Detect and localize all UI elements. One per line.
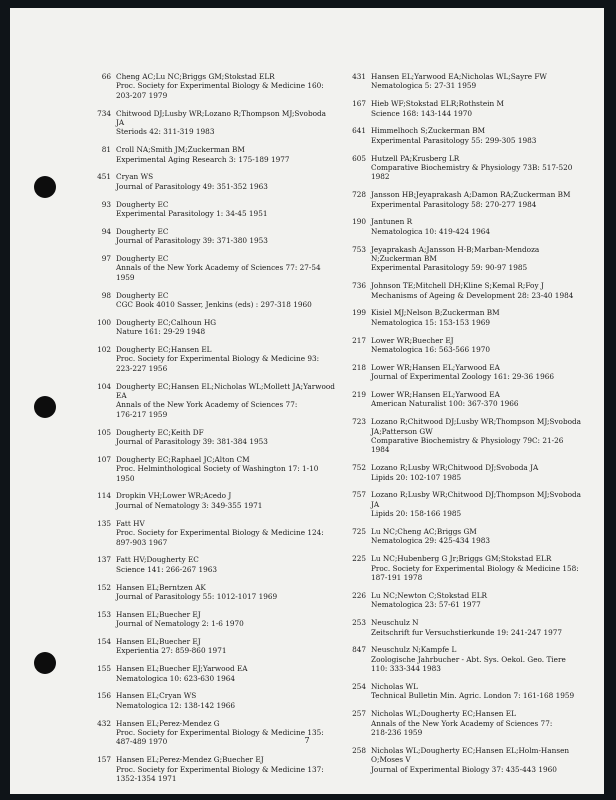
- reference-authors: Lu NC;Hubenberg G Jr;Briggs GM;Stokstad ELR: [371, 554, 552, 564]
- reference-entry: [86, 555, 340, 574]
- reference-citation-line: Experimental Parasitology 58: 270-277 1984: [371, 199, 537, 209]
- reference-number: 219: [352, 390, 366, 400]
- reference-citation-line: Nematologica 10: 623-630 1964: [116, 673, 236, 683]
- reference-citation-line: Nematologica 23: 57-61 1977: [371, 600, 481, 610]
- reference-number: 757: [352, 490, 366, 500]
- reference-entry: [86, 345, 340, 373]
- reference-entry: [86, 172, 340, 191]
- reference-citation-line: Journal of Experimental Zoology 161: 29-36 1966: [371, 372, 555, 382]
- reference-number: 847: [352, 645, 366, 655]
- reference-citation-line: Mechanisms of Ageing & Development 28: 23-40 1984: [371, 290, 574, 300]
- reference-authors: Himmelhoch S;Zuckerman BM: [371, 126, 486, 136]
- reference-citation-line: Zoologische Jahrbucher - Abt. Sys. Oekol. Geo. Tiere: [371, 654, 566, 664]
- reference-authors: Johnson TE;Mitchell DH;Kline S;Kemal R;Foy J: [371, 281, 544, 291]
- reference-citation-line: Experimental Aging Research 3: 175-189 1977: [116, 154, 290, 164]
- reference-entry: [86, 145, 340, 164]
- reference-number: 102: [97, 345, 111, 355]
- reference-entry: [86, 72, 340, 100]
- reference-entry: [86, 254, 340, 282]
- reference-citation-line: Journal of Nematology 2: 1-6 1970: [116, 619, 244, 629]
- reference-citation-line: American Naturalist 100: 367-370 1966: [371, 399, 519, 409]
- reference-entry: [341, 190, 599, 209]
- page-number: 7: [304, 736, 310, 745]
- reference-citation-line: JA: [371, 499, 380, 509]
- reference-citation-line: Annals of the New York Academy of Sciences 77:: [371, 718, 553, 728]
- reference-citation-line: Nematologica 12: 138-142 1966: [116, 700, 236, 710]
- reference-authors: Dougherty EC;Keith DF: [116, 427, 204, 437]
- reference-number: 431: [352, 72, 366, 81]
- reference-citation-line: Journal of Parasitology 39: 381-384 1953: [116, 437, 268, 447]
- reference-authors: Jeyaprakash A;Jansson H-B;Marban-Mendoza: [371, 244, 540, 254]
- reference-authors: Dougherty EC: [116, 199, 169, 209]
- reference-citation-line: 1352-1354 1971: [116, 773, 177, 783]
- reference-authors: Dougherty EC;Hansen EL: [116, 345, 212, 355]
- reference-number: 253: [352, 618, 366, 628]
- reference-citation-line: 176-217 1959: [116, 409, 168, 419]
- reference-authors: Lozano R;Lusby WR;Chitwood DJ;Thompson MJ;Svoboda: [371, 490, 582, 500]
- reference-number: 190: [352, 217, 366, 227]
- reference-citation-line: Nematologica 29: 425-434 1983: [371, 536, 491, 546]
- reference-entry: [86, 109, 340, 137]
- reference-entry: [341, 99, 599, 118]
- reference-authors: Lower WR;Hansen EL;Yarwood EA: [371, 390, 500, 400]
- reference-authors: Neuschulz N: [371, 618, 419, 628]
- reference-citation-line: Lipids 20: 102-107 1985: [371, 472, 462, 482]
- reference-entry: [86, 491, 340, 510]
- reference-citation-line: Experimental Parasitology 1: 34-45 1951: [116, 209, 268, 219]
- reference-authors: Jansson HB;Jeyaprakash A;Damon RA;Zuckerman BM: [371, 190, 571, 200]
- reference-authors: Neuschulz N;Kampfe L: [371, 645, 457, 655]
- reference-number: 98: [101, 290, 111, 300]
- reference-citation-line: Nematologica 16: 563-566 1970: [371, 345, 491, 355]
- reference-entry: [341, 390, 599, 409]
- reference-citation-line: Zeitschrift fur Versuchstierkunde 19: 241-247 1977: [371, 627, 563, 637]
- reference-entry: [86, 291, 340, 310]
- reference-authors: Lu NC;Newton C;Stokstad ELR: [371, 590, 488, 600]
- reference-authors: Dropkin VH;Lower WR;Acedo J: [116, 491, 232, 501]
- reference-number: 66: [101, 72, 111, 81]
- reference-entry: [86, 664, 340, 683]
- reference-authors: Fatt HV: [116, 518, 145, 528]
- reference-number: 752: [352, 463, 366, 473]
- reference-citation-line: Journal of Experimental Biology 37: 435-443 1960: [371, 764, 557, 774]
- reference-citation-line: Experimental Parasitology 55: 299-305 1983: [371, 135, 537, 145]
- reference-entry: [86, 637, 340, 656]
- reference-entry: [86, 583, 340, 602]
- reference-citation-line: Journal of Parasitology 49: 351-352 1963: [116, 181, 268, 191]
- reference-authors: Hansen EL;Perez-Mendez G;Buecher EJ: [116, 755, 264, 765]
- right-reference-column: [341, 72, 599, 782]
- reference-number: 114: [97, 491, 111, 501]
- reference-number: 432: [97, 718, 111, 728]
- reference-number: 154: [97, 636, 111, 646]
- reference-entry: [86, 200, 340, 219]
- binder-hole: [34, 396, 56, 418]
- reference-citation-line: Proc. Helminthological Society of Washington 17: 1-10: [116, 464, 319, 474]
- reference-entry: [341, 591, 599, 610]
- reference-entry: [341, 308, 599, 327]
- reference-authors: Dougherty EC: [116, 254, 169, 264]
- reference-number: 135: [97, 518, 111, 528]
- reference-citation-line: Science 168: 143-144 1970: [371, 108, 473, 118]
- reference-number: 725: [352, 527, 366, 537]
- reference-number: 156: [97, 691, 111, 701]
- reference-citation-line: Lipids 20: 158-166 1985: [371, 509, 462, 519]
- reference-number: 734: [97, 108, 111, 118]
- reference-citation-line: Nematologica 10: 419-424 1964: [371, 226, 491, 236]
- reference-citation-line: Proc. Society for Experimental Biology & Medicine 160:: [116, 81, 324, 91]
- reference-number: 753: [352, 244, 366, 254]
- reference-entry: [341, 527, 599, 546]
- reference-number: 100: [97, 317, 111, 327]
- reference-citation-line: Technical Bulletin Min. Agric. London 7: 161-168 1959: [371, 691, 575, 701]
- reference-number: 157: [97, 755, 111, 765]
- reference-entry: [341, 154, 599, 182]
- reference-number: 94: [101, 226, 111, 236]
- reference-entry: [341, 490, 599, 518]
- reference-authors: Dougherty EC: [116, 290, 169, 300]
- reference-authors: Cryan WS: [116, 172, 154, 182]
- reference-citation-line: 487-489 1970: [116, 737, 168, 747]
- reference-number: 257: [352, 709, 366, 719]
- binder-hole: [34, 176, 56, 198]
- reference-authors: Lozano R;Chitwood DJ;Lusby WR;Thompson MJ;Svoboda: [371, 417, 582, 427]
- reference-number: 167: [352, 99, 366, 109]
- reference-authors: Dougherty EC: [116, 226, 169, 236]
- reference-citation-line: Annals of the New York Academy of Sciences 77: 27-54: [116, 263, 321, 273]
- reference-entry: [86, 610, 340, 629]
- reference-authors: Hansen EL;Perez-Mendez G: [116, 718, 220, 728]
- reference-number: 107: [97, 454, 111, 464]
- reference-citation-line: Proc. Society for Experimental Biology & Medicine 158:: [371, 563, 579, 573]
- reference-authors: Lozano R;Lusby WR;Chitwood DJ;Svoboda JA: [371, 463, 539, 473]
- reference-number: 258: [352, 745, 366, 755]
- left-reference-column: [86, 72, 340, 792]
- reference-citation-line: Journal of Parasitology 55: 1012-1017 1969: [116, 591, 278, 601]
- reference-citation-line: 1959: [116, 272, 135, 282]
- reference-citation-line: 223-227 1956: [116, 363, 168, 373]
- reference-citation-line: 203-207 1979: [116, 90, 168, 100]
- reference-authors: Nicholas WL: [371, 681, 418, 691]
- reference-citation-line: O;Moses V: [371, 755, 411, 765]
- reference-entry: [341, 554, 599, 582]
- reference-authors: Hansen EL;Buecher EJ: [116, 609, 201, 619]
- reference-authors: Hansen EL;Cryan WS: [116, 691, 197, 701]
- reference-number: 137: [97, 555, 111, 565]
- reference-number: 153: [97, 609, 111, 619]
- reference-citation-line: Journal of Parasitology 39: 371-380 1953: [116, 236, 268, 246]
- reference-citation-line: Proc. Society for Experimental Biology & Medicine 93:: [116, 354, 320, 364]
- reference-number: 254: [352, 681, 366, 691]
- reference-number: 218: [352, 362, 366, 372]
- reference-entry: [341, 417, 599, 455]
- reference-number: 152: [97, 582, 111, 592]
- reference-entry: [341, 618, 599, 637]
- reference-entry: [341, 245, 599, 273]
- reference-citation-line: Science 141: 266-267 1963: [116, 564, 218, 574]
- reference-entry: [341, 709, 599, 737]
- reference-entry: [341, 281, 599, 300]
- reference-citation-line: EA: [116, 391, 127, 401]
- reference-entry: [341, 682, 599, 701]
- reference-authors: Dougherty EC;Calhoun HG: [116, 317, 217, 327]
- reference-entry: [341, 336, 599, 355]
- reference-authors: Chitwood DJ;Lusby WR;Lozano R;Thompson MJ;Svoboda: [116, 108, 327, 118]
- reference-citation-line: Experientia 27: 859-860 1971: [116, 646, 227, 656]
- reference-authors: Nicholas WL;Dougherty EC;Hansen EL;Holm-Hansen: [371, 745, 570, 755]
- reference-entry: [341, 363, 599, 382]
- reference-authors: Hansen EL;Buecher EJ: [116, 636, 201, 646]
- reference-entry: [86, 691, 340, 710]
- reference-entry: [341, 746, 599, 774]
- reference-citation-line: 187-191 1978: [371, 573, 423, 583]
- reference-entry: [341, 126, 599, 145]
- reference-citation-line: Proc. Society for Experimental Biology & Medicine 135:: [116, 727, 324, 737]
- reference-citation-line: 218-236 1959: [371, 727, 423, 737]
- reference-number: 728: [352, 190, 366, 200]
- reference-citation-line: 1984: [371, 445, 390, 455]
- reference-citation-line: 110: 333-344 1983: [371, 664, 441, 674]
- reference-authors: Hansen EL;Yarwood EA;Nicholas WL;Sayre FW: [371, 72, 547, 81]
- reference-citation-line: CGC Book 4010 Sasser, Jenkins (eds) : 297-318 1960: [116, 300, 312, 310]
- reference-entry: [341, 72, 599, 91]
- reference-citation-line: JA;Patterson GW: [371, 426, 433, 436]
- reference-citation-line: N;Zuckerman BM: [371, 254, 437, 264]
- binder-hole: [34, 652, 56, 674]
- reference-citation-line: Journal of Nematology 3: 349-355 1971: [116, 500, 263, 510]
- reference-number: 605: [352, 153, 366, 163]
- reference-number: 105: [97, 427, 111, 437]
- reference-citation-line: JA: [116, 118, 125, 128]
- reference-citation-line: Proc. Society for Experimental Biology & Medicine 137:: [116, 764, 324, 774]
- reference-entry: [86, 428, 340, 447]
- reference-authors: Kisiel MJ;Nelson B;Zuckerman BM: [371, 308, 500, 318]
- reference-authors: Hutzell PA;Krusberg LR: [371, 153, 460, 163]
- reference-number: 104: [97, 381, 111, 391]
- reference-entry: [341, 217, 599, 236]
- reference-authors: Hieb WF;Stokstad ELR;Rothstein M: [371, 99, 504, 109]
- reference-entry: [341, 645, 599, 673]
- reference-number: 155: [97, 664, 111, 674]
- reference-authors: Lower WR;Hansen EL;Yarwood EA: [371, 362, 500, 372]
- document-page: [10, 8, 604, 794]
- reference-citation-line: 1982: [371, 172, 390, 182]
- reference-authors: Lu NC;Cheng AC;Briggs GM: [371, 527, 477, 537]
- reference-authors: Nicholas WL;Dougherty EC;Hansen EL: [371, 709, 516, 719]
- reference-authors: Croll NA;Smith JM;Zuckerman BM: [116, 145, 245, 155]
- reference-number: 451: [97, 172, 111, 182]
- reference-citation-line: Nematologica 5: 27-31 1959: [371, 81, 477, 91]
- reference-number: 217: [352, 335, 366, 345]
- reference-authors: Fatt HV;Dougherty EC: [116, 555, 199, 565]
- reference-citation-line: Annals of the New York Academy of Sciences 77:: [116, 400, 298, 410]
- reference-authors: Dougherty EC;Raphael JC;Alton CM: [116, 454, 250, 464]
- reference-number: 199: [352, 308, 366, 318]
- reference-citation-line: Experimental Parasitology 59: 90-97 1985: [371, 263, 528, 273]
- reference-citation-line: Comparative Biochemistry & Physiology 79C: 21-26: [371, 436, 564, 446]
- reference-entry: [341, 463, 599, 482]
- reference-citation-line: Steriods 42: 311-319 1983: [116, 127, 215, 137]
- reference-number: 97: [101, 254, 111, 264]
- reference-number: 723: [352, 417, 366, 427]
- reference-entry: [86, 227, 340, 246]
- reference-number: 93: [101, 199, 111, 209]
- reference-number: 736: [352, 281, 366, 291]
- reference-number: 641: [352, 126, 366, 136]
- reference-entry: [86, 519, 340, 547]
- reference-citation-line: Proc. Society for Experimental Biology & Medicine 124:: [116, 528, 324, 538]
- reference-authors: Lower WR;Buecher EJ: [371, 335, 454, 345]
- reference-authors: Hansen EL;Buecher EJ;Yarwood EA: [116, 664, 248, 674]
- reference-citation-line: Nature 161: 29-29 1948: [116, 327, 206, 337]
- reference-number: 225: [352, 554, 366, 564]
- reference-entry: [86, 318, 340, 337]
- reference-entry: [86, 455, 340, 483]
- reference-citation-line: 897-903 1967: [116, 537, 168, 547]
- reference-citation-line: 1950: [116, 473, 135, 483]
- reference-citation-line: Nematologica 15: 153-153 1969: [371, 317, 491, 327]
- reference-citation-line: Comparative Biochemistry & Physiology 73B: 517-520: [371, 163, 573, 173]
- reference-entry: [86, 755, 340, 783]
- reference-authors: Jantunen R: [371, 217, 413, 227]
- reference-authors: Cheng AC;Lu NC;Briggs GM;Stokstad ELR: [116, 72, 275, 81]
- reference-number: 226: [352, 590, 366, 600]
- reference-number: 81: [101, 145, 111, 155]
- reference-authors: Dougherty EC;Hansen EL;Nicholas WL;Mollett JA;Yarwood: [116, 381, 335, 391]
- reference-entry: [86, 382, 340, 420]
- reference-authors: Hansen EL;Berntzen AK: [116, 582, 206, 592]
